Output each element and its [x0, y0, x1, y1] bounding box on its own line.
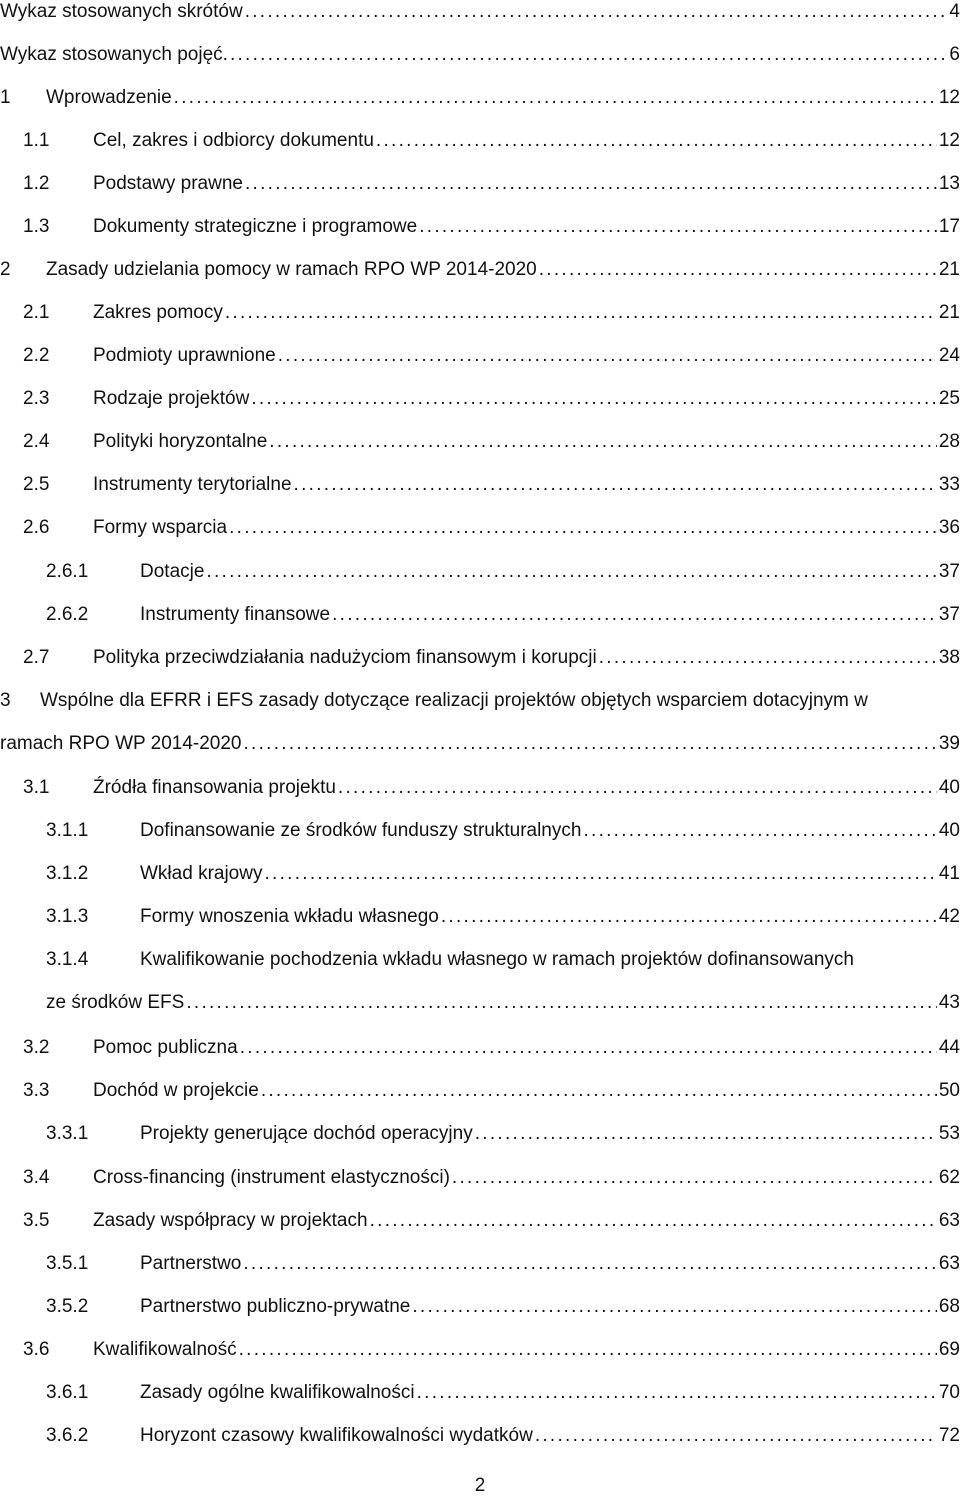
toc-entry-page: 25	[938, 388, 960, 409]
toc-entry[interactable]	[0, 776, 960, 802]
toc-entry-number: 3.5	[23, 1210, 50, 1231]
toc-entry-title: Pomoc publiczna	[93, 1037, 238, 1058]
toc-entry[interactable]	[0, 1252, 960, 1278]
toc-entry-page: 40	[938, 820, 960, 841]
toc-entry-page: 21	[938, 302, 960, 323]
dot-leader	[539, 258, 937, 282]
toc-entry-page: 33	[938, 474, 960, 495]
dot-leader	[535, 1424, 937, 1448]
toc-entry[interactable]	[0, 1122, 960, 1148]
toc-entry-line1[interactable]	[0, 689, 960, 715]
toc-entry-title: Polityki horyzontalne	[93, 431, 268, 452]
toc-entry-page: 43	[938, 992, 960, 1013]
dot-leader	[244, 732, 937, 756]
dot-leader	[264, 862, 936, 886]
toc-entry-title: Zasady współpracy w projektach	[93, 1210, 368, 1231]
toc-entry-page: 37	[938, 561, 960, 582]
toc-entry-title: Instrumenty terytorialne	[93, 474, 292, 495]
toc-entry[interactable]	[0, 1338, 960, 1364]
toc-entry-page: 68	[938, 1296, 960, 1317]
dot-leader	[412, 1295, 937, 1319]
toc-entry-number: 1.3	[23, 216, 50, 237]
toc-entry-page: 28	[938, 431, 960, 452]
toc-entry-page: 41	[938, 863, 960, 884]
toc-entry[interactable]	[0, 129, 960, 155]
toc-entry-title: Wykaz stosowanych skrótów	[0, 1, 243, 22]
toc-entry-title: Zasady ogólne kwalifikowalności	[140, 1382, 415, 1403]
dot-leader	[240, 1036, 937, 1060]
toc-entry-title: Dotacje	[140, 561, 205, 582]
toc-entry-title: Dofinansowanie ze środków funduszy strukturalnych	[140, 820, 582, 841]
toc-entry-title: Dochód w projekcie	[93, 1080, 259, 1101]
toc-entry-page: 39	[938, 733, 960, 754]
toc-entry-number: 3.4	[23, 1167, 50, 1188]
toc-entry-number: 2.5	[23, 474, 50, 495]
toc-entry-page: 40	[938, 777, 960, 798]
toc-entry[interactable]	[0, 1166, 960, 1192]
toc-entry-number: 3	[0, 690, 11, 711]
dot-leader	[419, 215, 937, 239]
dot-leader	[225, 301, 937, 325]
toc-entry-title-line1: Kwalifikowanie pochodzenia wkładu własnego w ramach projektów dofinansowanych	[140, 949, 854, 970]
toc-entry[interactable]	[0, 905, 960, 931]
toc-entry[interactable]	[0, 646, 960, 672]
toc-entry-page: 4	[949, 1, 960, 22]
toc-entry-title: Podstawy prawne	[93, 173, 243, 194]
dot-leader	[229, 516, 937, 540]
toc-entry-page: 21	[938, 259, 960, 280]
toc-entry-line1[interactable]	[0, 948, 960, 974]
toc-entry-title: ramach RPO WP 2014-2020	[0, 733, 242, 754]
toc-entry-number: 2.4	[23, 431, 50, 452]
dot-leader	[206, 560, 936, 584]
dot-leader	[441, 905, 937, 929]
dot-leader	[243, 1252, 936, 1276]
dot-leader	[245, 172, 937, 196]
toc-entry-number: 3.1	[23, 777, 50, 798]
toc-entry-number: 3.1.3	[46, 906, 89, 927]
toc-entry[interactable]	[0, 732, 960, 758]
toc-entry[interactable]	[0, 258, 960, 284]
toc-entry-title: Cel, zakres i odbiorcy dokumentu	[93, 130, 374, 151]
toc-entry[interactable]	[0, 86, 960, 112]
toc-entry[interactable]	[0, 1295, 960, 1321]
toc-entry-page: 38	[938, 647, 960, 668]
toc-entry-title: Cross-financing (instrument elastyczności)	[93, 1167, 450, 1188]
dot-leader	[338, 776, 937, 800]
dot-leader	[174, 86, 937, 110]
toc-entry-title: Rodzaje projektów	[93, 388, 250, 409]
toc-entry-page: 50	[938, 1080, 960, 1101]
toc-entry-page: 36	[938, 517, 960, 538]
toc-entry[interactable]	[0, 560, 960, 586]
toc-entry-title: Formy wnoszenia wkładu własnego	[140, 906, 439, 927]
toc-entry[interactable]	[0, 301, 960, 327]
toc-entry[interactable]	[0, 819, 960, 845]
toc-entry-number: 3.3	[23, 1080, 50, 1101]
toc-entry-title: Zakres pomocy	[93, 302, 223, 323]
toc-entry[interactable]	[0, 473, 960, 499]
toc-entry[interactable]	[0, 1036, 960, 1062]
dot-leader	[278, 344, 937, 368]
toc-entry-number: 3.2	[23, 1037, 50, 1058]
toc-entry-number: 2.2	[23, 345, 50, 366]
toc-entry-page: 12	[938, 130, 960, 151]
toc-entry-title: Zasady udzielania pomocy w ramach RPO WP 2014-2020	[46, 259, 537, 280]
toc-entry-title: Kwalifikowalność	[93, 1339, 237, 1360]
dot-leader	[239, 1338, 937, 1362]
toc-entry[interactable]	[0, 172, 960, 198]
toc-entry-page: 63	[938, 1253, 960, 1274]
toc-entry-page: 63	[938, 1210, 960, 1231]
toc-entry-number: 2.6.1	[46, 561, 89, 582]
dot-leader	[452, 1166, 937, 1190]
toc-entry-page: 69	[938, 1339, 960, 1360]
toc-entry-page: 72	[938, 1425, 960, 1446]
toc-entry[interactable]	[0, 1209, 960, 1235]
dot-leader	[251, 387, 937, 411]
page-number: 2	[474, 1475, 486, 1496]
toc-entry-page: 12	[938, 87, 960, 108]
toc-entry-title: Wprowadzenie	[46, 87, 172, 108]
toc-entry-page: 37	[938, 604, 960, 625]
toc-entry-title: Dokumenty strategiczne i programowe	[93, 216, 418, 237]
toc-entry-title: Instrumenty finansowe	[140, 604, 331, 625]
toc-entry[interactable]	[0, 215, 960, 241]
toc-entry-page: 17	[938, 216, 960, 237]
dot-leader	[230, 43, 947, 67]
toc-entry-number: 3.5.2	[46, 1296, 89, 1317]
toc-entry-title: Polityka przeciwdziałania nadużyciom finansowym i korupcji	[93, 647, 597, 668]
toc-entry-title: ze środków EFS	[46, 992, 185, 1013]
dot-leader	[294, 473, 937, 497]
toc-entry-number: 1	[0, 87, 11, 108]
toc-entry[interactable]	[0, 1424, 960, 1450]
dot-leader	[417, 1381, 937, 1405]
toc-entry-title-line1: Wspólne dla EFRR i EFS zasady dotyczące realizacji projektów objętych wsparciem dotacyjnym w	[40, 690, 868, 711]
toc-entry[interactable]	[0, 1381, 960, 1407]
toc-entry-number: 2.6.2	[46, 604, 89, 625]
toc-entry-title: Horyzont czasowy kwalifikowalności wydatków	[140, 1425, 533, 1446]
dot-leader	[475, 1122, 937, 1146]
toc-entry-number: 3.3.1	[46, 1123, 89, 1144]
toc-entry-page: 42	[938, 906, 960, 927]
toc-entry-number: 1.1	[23, 130, 50, 151]
toc-entry-number: 3.1.2	[46, 863, 89, 884]
toc-entry-title: Projekty generujące dochód operacyjny	[140, 1123, 473, 1144]
toc-entry-number: 2.7	[23, 647, 50, 668]
toc-entry[interactable]	[0, 43, 960, 69]
toc-entry-number: 3.1.4	[46, 949, 89, 970]
toc-entry-number: 1.2	[23, 173, 50, 194]
toc-entry[interactable]	[0, 862, 960, 888]
toc-entry-title: Partnerstwo publiczno-prywatne	[140, 1296, 411, 1317]
toc-entry-number: 2	[0, 259, 11, 280]
dot-leader	[186, 991, 937, 1015]
toc-entry-number: 3.5.1	[46, 1253, 89, 1274]
toc-entry[interactable]	[0, 0, 960, 26]
toc-entry[interactable]	[0, 516, 960, 542]
toc-entry-title: Wykaz stosowanych pojęć.	[0, 44, 228, 65]
toc-entry[interactable]	[0, 603, 960, 629]
toc-entry-number: 2.6	[23, 517, 50, 538]
toc-entry-number: 2.1	[23, 302, 50, 323]
toc-entry-title: Wkład krajowy	[140, 863, 263, 884]
toc-entry-page: 24	[938, 345, 960, 366]
toc-entry-number: 2.3	[23, 388, 50, 409]
dot-leader	[261, 1079, 937, 1103]
dot-leader	[332, 603, 937, 627]
toc-entry-title: Partnerstwo	[140, 1253, 242, 1274]
toc-entry-number: 3.6.2	[46, 1425, 89, 1446]
dot-leader	[599, 646, 937, 670]
toc-entry[interactable]	[0, 1079, 960, 1105]
toc-entry-page: 44	[938, 1037, 960, 1058]
toc-entry[interactable]	[0, 991, 960, 1017]
toc-entry-page: 6	[949, 44, 960, 65]
dot-leader	[245, 0, 948, 24]
toc-entry-title: Formy wsparcia	[93, 517, 228, 538]
toc-entry-page: 62	[938, 1167, 960, 1188]
toc-entry[interactable]	[0, 430, 960, 456]
toc-entry-title: Źródła finansowania projektu	[93, 777, 336, 798]
toc-entry[interactable]	[0, 387, 960, 413]
toc-entry-number: 3.6	[23, 1339, 50, 1360]
toc-entry-number: 3.1.1	[46, 820, 89, 841]
toc-entry-page: 70	[938, 1382, 960, 1403]
toc-entry-number: 3.6.1	[46, 1382, 89, 1403]
dot-leader	[376, 129, 937, 153]
dot-leader	[370, 1209, 937, 1233]
toc-entry-page: 53	[938, 1123, 960, 1144]
toc-entry-title: Podmioty uprawnione	[93, 345, 276, 366]
dot-leader	[583, 819, 936, 843]
toc-entry[interactable]	[0, 344, 960, 370]
dot-leader	[269, 430, 937, 454]
toc-entry-page: 13	[938, 173, 960, 194]
